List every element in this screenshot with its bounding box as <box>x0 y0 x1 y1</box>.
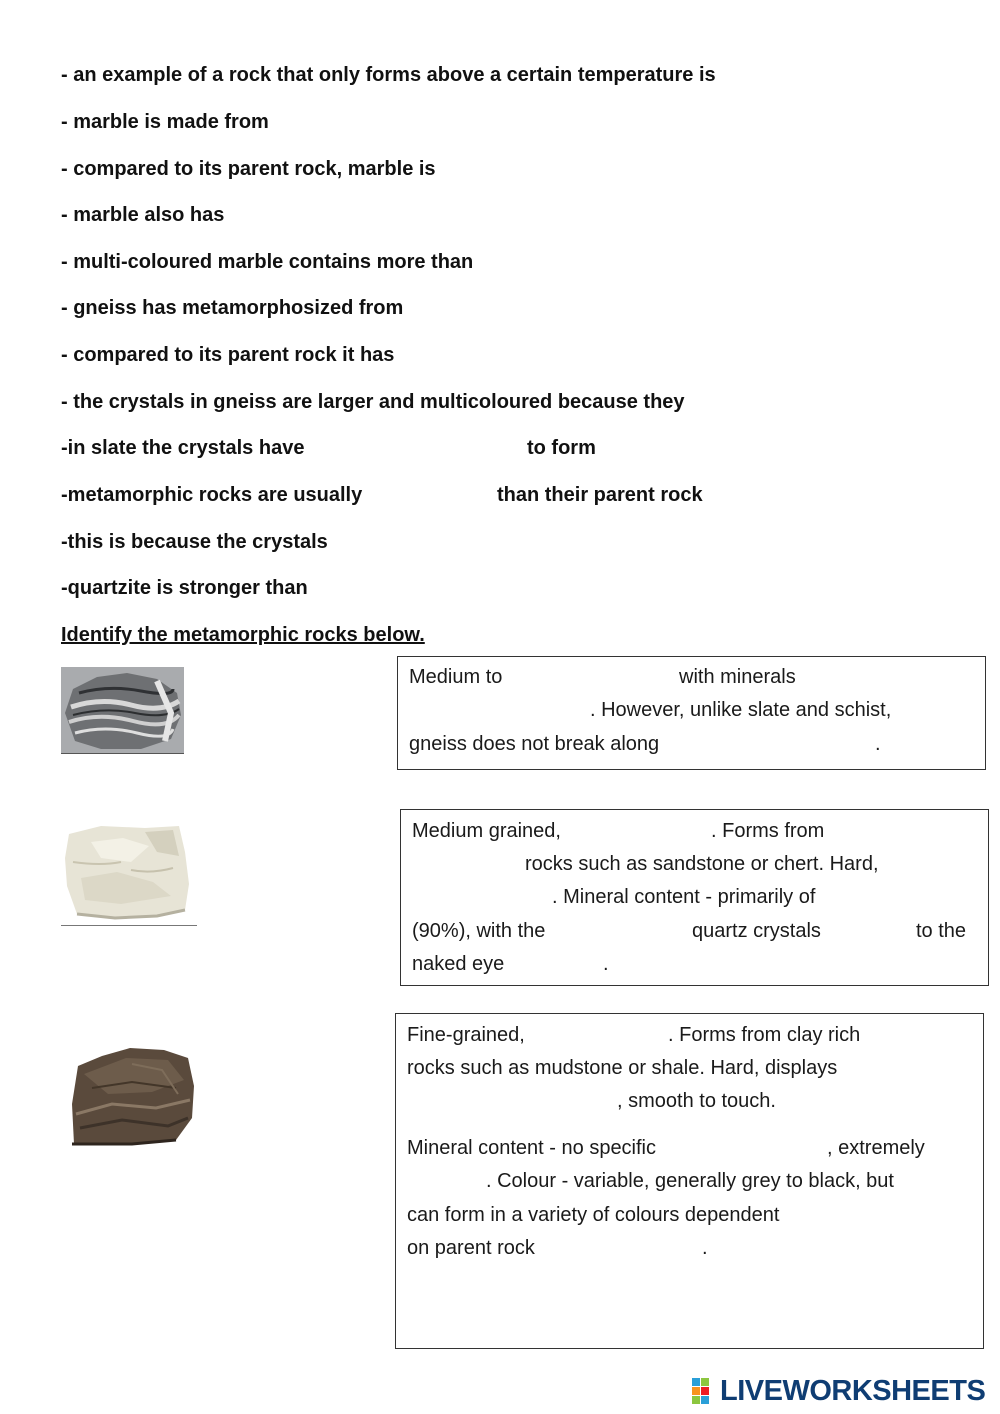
quartzite-text-2: rocks such as sandstone or chert. Hard, <box>525 853 879 875</box>
question-9-tail: to form <box>527 437 596 459</box>
gneiss-text-1b: with minerals <box>679 666 796 688</box>
question-3: - compared to its parent rock, marble is <box>61 158 436 180</box>
slate-text-1a: Fine-grained, <box>407 1024 525 1046</box>
slate-rock-image <box>72 1044 196 1146</box>
gneiss-rock-image <box>61 667 184 754</box>
question-2: - marble is made from <box>61 111 269 133</box>
question-10: -metamorphic rocks are usually <box>61 484 363 506</box>
question-4: - marble also has <box>61 204 225 226</box>
slate-text-7b: . <box>702 1237 708 1259</box>
slate-text-7a: on parent rock <box>407 1237 535 1259</box>
liveworksheets-logo <box>692 1375 985 1407</box>
slate-text-3: , smooth to touch. <box>617 1090 776 1112</box>
question-10-tail: than their parent rock <box>497 484 703 506</box>
quartzite-text-1b: . Forms from <box>711 820 825 842</box>
question-12: -quartzite is stronger than <box>61 577 308 599</box>
section-heading: Identify the metamorphic rocks below. <box>61 624 425 646</box>
quartzite-text-5b: . <box>603 953 609 975</box>
quartzite-text-4a: (90%), with the <box>412 920 546 942</box>
question-11: -this is because the crystals <box>61 531 328 553</box>
question-8: - the crystals in gneiss are larger and multicoloured because they <box>61 391 685 413</box>
quartzite-text-4c: to the <box>916 920 967 942</box>
question-1: - an example of a rock that only forms above a certain temperature is <box>61 64 716 86</box>
quartzite-rock-image <box>61 822 197 926</box>
slate-text-2: rocks such as mudstone or shale. Hard, displays <box>407 1057 838 1079</box>
question-5: - multi-coloured marble contains more than <box>61 251 474 273</box>
liveworksheets-logo-text: LIVEWORKSHEETS <box>720 1374 986 1407</box>
gneiss-text-3a: gneiss does not break along <box>409 733 660 755</box>
slate-text-4a: Mineral content - no specific <box>407 1137 657 1159</box>
slate-text-5: . Colour - variable, generally grey to black, but <box>486 1170 894 1192</box>
slate-text-6: can form in a variety of colours dependent <box>407 1204 780 1226</box>
quartzite-text-4b: quartz crystals <box>692 920 821 942</box>
slate-text-1b: . Forms from clay rich <box>668 1024 861 1046</box>
slate-text-4b: , extremely <box>827 1137 925 1159</box>
question-6: - gneiss has metamorphosized from <box>61 297 404 319</box>
gneiss-text-3b: . <box>875 733 881 755</box>
question-7: - compared to its parent rock it has <box>61 344 395 366</box>
gneiss-text-1a: Medium to <box>409 666 503 688</box>
quartzite-text-3: . Mineral content - primarily of <box>552 886 816 908</box>
quartzite-text-5a: naked eye <box>412 953 505 975</box>
question-9: -in slate the crystals have <box>61 437 305 459</box>
gneiss-text-2: . However, unlike slate and schist, <box>590 699 892 721</box>
liveworksheets-logo-icon <box>692 1378 718 1404</box>
quartzite-text-1a: Medium grained, <box>412 820 561 842</box>
